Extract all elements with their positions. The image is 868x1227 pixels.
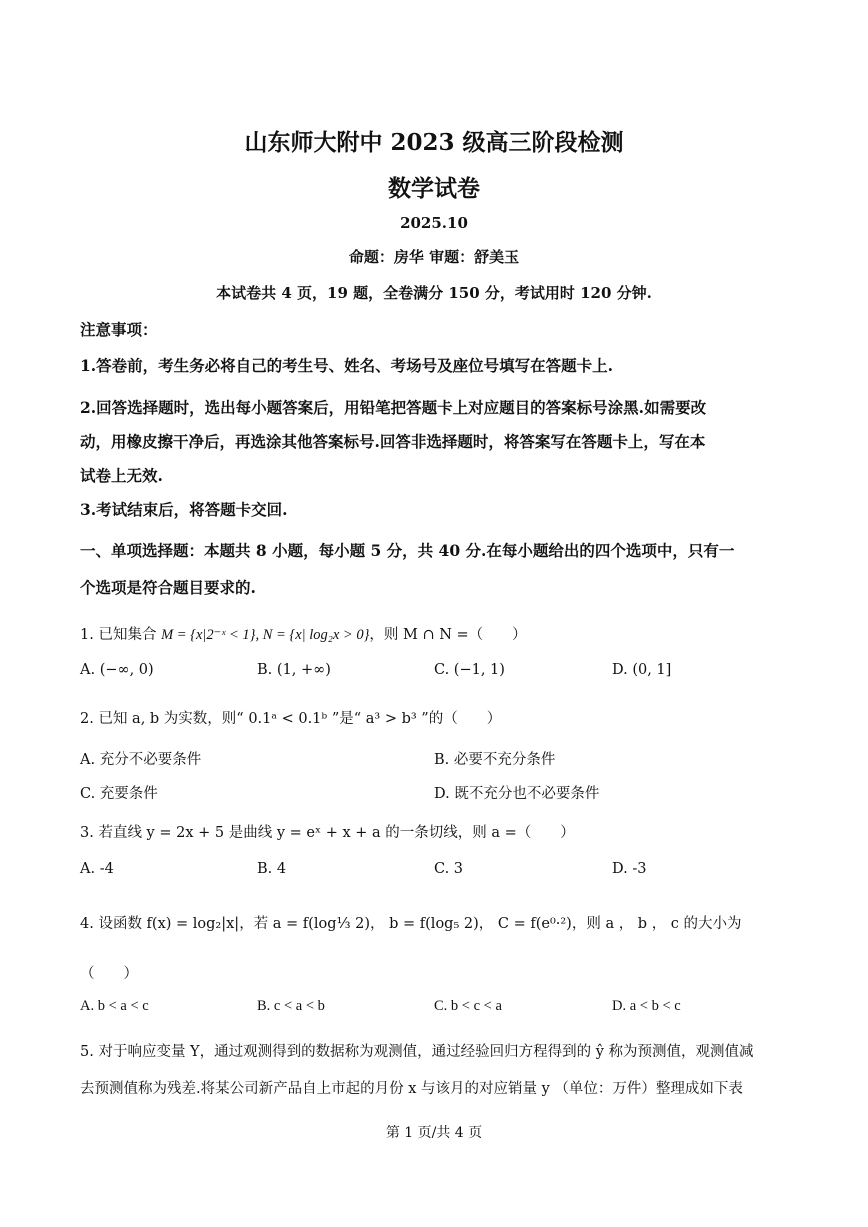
section-heading-line-1: 一、单项选择题：本题共 8 小题，每小题 5 分，共 40 分.在每小题给出的四个选项中，只有一 (80, 541, 735, 560)
q1-option-a: A. (−∞, 0) (80, 662, 154, 678)
question-2: 2. 已知 a, b 为实数，则“ 0.1ᵃ < 0.1ᵇ ”是“ a³ > b³ ”的（ ） (80, 711, 502, 727)
exam-info: 本试卷共 4 页，19 题，全卷满分 150 分，考试用时 120 分钟. (216, 284, 652, 302)
notice-item-1: 1.答卷前，考生务必将自己的考生号、姓名、考场号及座位号填写在答题卡上. (80, 356, 614, 375)
exam-date: 2025.10 (400, 214, 468, 232)
question-1-suffix: ，则 M ∩ N =（ ） (369, 627, 527, 643)
question-5-line-1: 5. 对于响应变量 Y，通过观测得到的数据称为观测值，通过经验回归方程得到的 ŷ 称为预测值，观测值减 (80, 1044, 754, 1060)
question-4: 4. 设函数 f(x) = log₂|x|，若 a = f(log⅓ 2)， b = f(log₅ 2)， C = f(e⁰·²)，则 a ， b ， c 的大小为 (80, 916, 742, 932)
notice-heading: 注意事项： (80, 320, 158, 339)
question-1-formula: M = {x|2⁻ˣ < 1}, N = {x| log₂x > 0} (161, 627, 370, 643)
q2-option-c: C. 充要条件 (80, 786, 158, 802)
question-1-prefix: 1. 已知集合 (80, 627, 162, 643)
q3-option-c: C. 3 (434, 861, 464, 877)
page-footer: 第 1 页/共 4 页 (385, 1125, 483, 1141)
exam-authors: 命题：房华 审题：舒美玉 (348, 248, 520, 266)
question-5-line-2: 去预测值称为残差.将某公司新产品自上市起的月份 x 与该月的对应销量 y （单位：万件）整理成如下表 (80, 1081, 743, 1097)
q4-option-d: D. a < b < c (612, 998, 681, 1014)
section-heading-line-2: 个选项是符合题目要求的. (80, 578, 256, 597)
exam-subtitle: 数学试卷 (388, 175, 480, 202)
q4-option-b: B. c < a < b (257, 998, 325, 1014)
q1-option-d: D. (0, 1] (612, 662, 672, 678)
q3-option-d: D. -3 (612, 861, 647, 877)
q1-option-c: C. (−1, 1) (434, 662, 505, 678)
question-4-answer-paren: （ ） (80, 966, 138, 982)
q4-option-a: A. b < a < c (80, 998, 149, 1014)
q4-option-c: C. b < c < a (434, 998, 502, 1014)
q2-option-b: B. 必要不充分条件 (434, 752, 556, 768)
question-1 (80, 623, 792, 644)
q2-option-a: A. 充分不必要条件 (80, 752, 202, 768)
question-3: 3. 若直线 y = 2x + 5 是曲线 y = eˣ + x + a 的一条切线，则 a =（ ） (80, 825, 575, 841)
notice-item-2-line-1: 2.回答选择题时，选出每小题答案后，用铅笔把答题卡上对应题目的答案标号涂黑.如需要改 (80, 398, 707, 417)
q2-option-d: D. 既不充分也不必要条件 (434, 786, 600, 802)
q3-option-b: B. 4 (257, 861, 287, 877)
q3-option-a: A. -4 (80, 861, 114, 877)
notice-item-2-line-2: 动，用橡皮擦干净后，再选涂其他答案标号.回答非选择题时，将答案写在答题卡上，写在本 (80, 432, 706, 451)
notice-item-3: 3.考试结束后，将答题卡交回. (80, 500, 288, 519)
q1-option-b: B. (1, +∞) (257, 662, 331, 678)
notice-item-2-line-3: 试卷上无效. (80, 466, 163, 485)
exam-title: 山东师大附中 2023 级高三阶段检测 (244, 129, 624, 156)
